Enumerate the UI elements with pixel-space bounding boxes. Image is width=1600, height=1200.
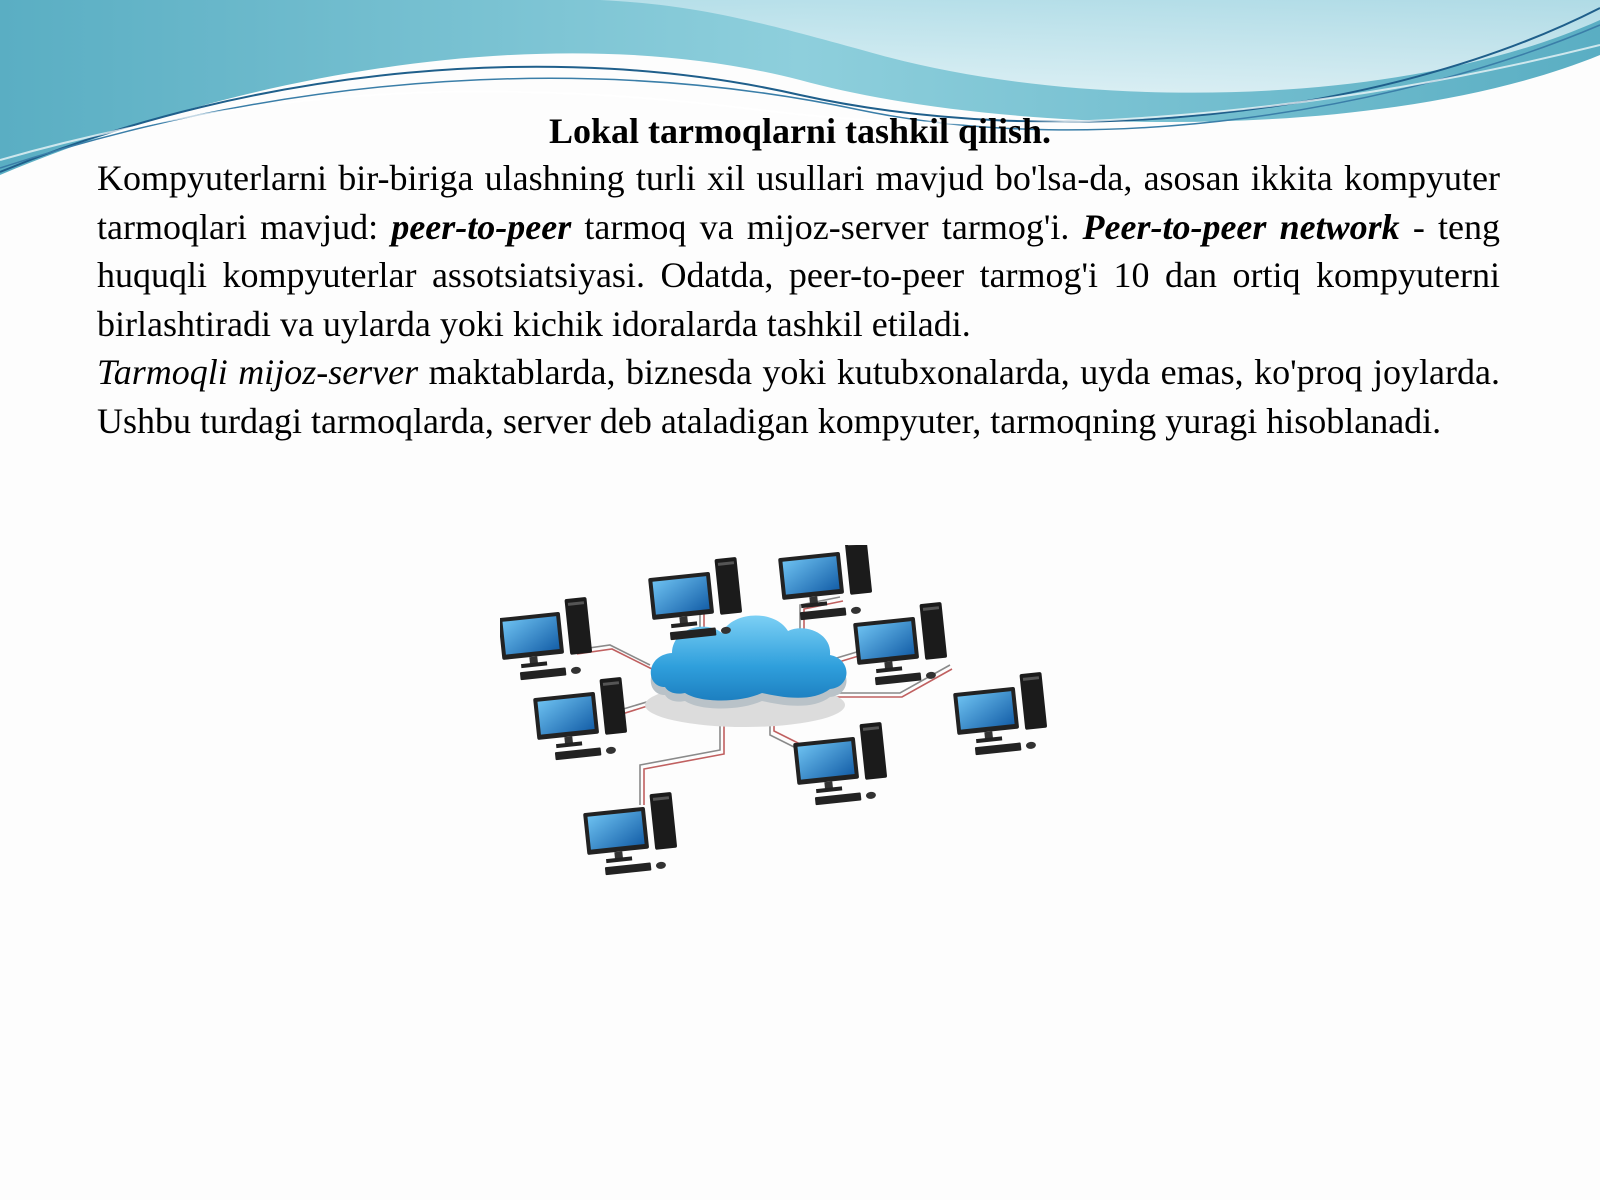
- paragraph-peer-to-peer: [97, 154, 1500, 348]
- network-cloud-computers-icon: [500, 545, 1070, 925]
- text-span: tarmoq va mijoz-server tarmog'i.: [571, 206, 1083, 247]
- paragraph-client-server: [97, 348, 1500, 445]
- text-span: Kompyuterlarni bir-biriga ulashning turli xil usullari mavjud bo'lsa-da, asosan ikkita kompyuter tarmoqlari mavjud:: [97, 158, 1500, 247]
- term-peer-to-peer: peer-to-peer: [391, 206, 572, 247]
- term-peer-to-peer-network: Peer-to-peer network: [1082, 206, 1400, 247]
- slide-title: Lokal tarmoqlarni tashkil qilish.: [548, 111, 1052, 151]
- text-span: - teng huquqli kompyuterlar assotsiatsiyasi. Odatda, peer-to-peer tarmog'i 10 dan ortiq kompyuterni birlashtiradi va uylarda yoki kichik idoralarda tashkil etiladi.: [97, 206, 1500, 344]
- text-span: maktablarda, biznesda yoki kutubxonalarda, uyda emas, ko'proq joylarda. Ushbu turdagi tarmoqlarda, server deb ataladigan kompyuter, tarmoqning yuragi hisoblanadi.: [97, 352, 1500, 441]
- slide-body: [97, 154, 1500, 445]
- term-client-server: Tarmoqli mijoz-server: [97, 352, 419, 392]
